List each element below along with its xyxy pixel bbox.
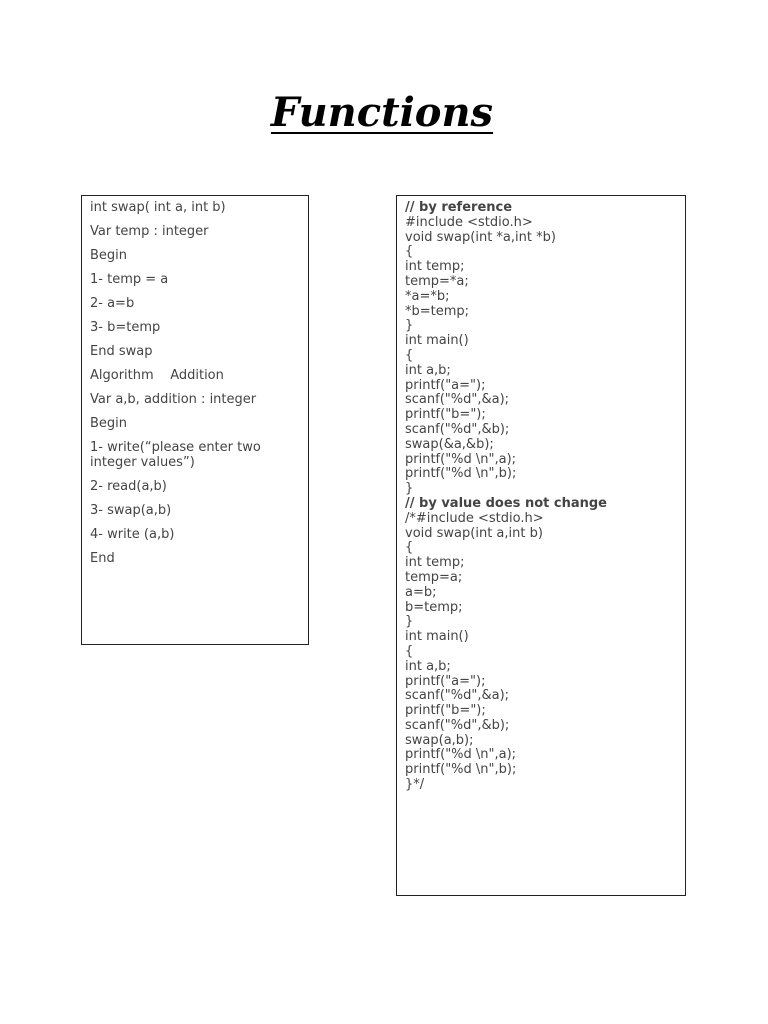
algorithm-line: Begin <box>90 247 128 263</box>
algorithm-line: 3- b=temp <box>90 319 161 335</box>
code-line: swap(&a,&b); <box>405 436 494 452</box>
code-line: swap(a,b); <box>405 732 474 748</box>
code-line: } <box>405 614 414 630</box>
code-line: { <box>405 540 414 556</box>
code-line: int temp; <box>405 555 465 571</box>
code-line: int a,b; <box>405 658 451 674</box>
code-line: scanf("%d",&b); <box>405 717 510 733</box>
algorithm-line: End swap <box>90 343 153 359</box>
code-line: b=temp; <box>405 599 463 615</box>
code-line: } <box>405 481 414 497</box>
code-line: scanf("%d",&a); <box>405 392 510 408</box>
code-line: temp=a; <box>405 569 463 585</box>
code-line: }*/ <box>405 777 425 793</box>
code-line: #include <stdio.h> <box>405 214 533 230</box>
code-line: printf("b="); <box>405 407 486 423</box>
code-line: { <box>405 643 414 659</box>
code-line: printf("a="); <box>405 673 486 689</box>
code-line: void swap(int a,int b) <box>405 525 543 541</box>
page-title-text: Functions <box>270 89 494 136</box>
algorithm-line: 2- read(a,b) <box>90 478 167 494</box>
code-line: printf("%d \n",a); <box>405 747 517 763</box>
code-line: temp=*a; <box>405 273 469 289</box>
code-line: { <box>405 244 414 260</box>
code-line: *b=temp; <box>405 303 470 319</box>
code-line: scanf("%d",&a); <box>405 688 510 704</box>
code-line: printf("b="); <box>405 703 486 719</box>
algorithm-line: 1- write(“please enter two integer values”) <box>90 439 265 470</box>
code-comment-heading: // by reference <box>405 200 513 215</box>
code-line: a=b; <box>405 584 437 600</box>
code-line: int a,b; <box>405 362 451 378</box>
algorithm-line: 1- temp = a <box>90 271 169 287</box>
algorithm-line: 3- swap(a,b) <box>90 502 172 518</box>
algorithm-line: Begin <box>90 415 128 431</box>
algorithm-line: Var a,b, addition : integer <box>90 391 257 407</box>
code-line: scanf("%d",&b); <box>405 421 510 437</box>
code-line: int main() <box>405 333 469 349</box>
code-line: printf("%d \n",a); <box>405 451 517 467</box>
algorithm-line: End <box>90 550 115 566</box>
code-line: /*#include <stdio.h> <box>405 510 544 526</box>
algorithm-line: 2- a=b <box>90 295 135 311</box>
code-line: printf("a="); <box>405 377 486 393</box>
code-line: { <box>405 347 414 363</box>
code-line: printf("%d \n",b); <box>405 762 517 778</box>
algorithm-line: Algorithm Addition <box>90 367 224 383</box>
algorithm-line: int swap( int a, int b) <box>90 200 226 215</box>
algorithm-line: Var temp : integer <box>90 223 209 239</box>
code-line: } <box>405 318 414 334</box>
algorithm-line: 4- write (a,b) <box>90 526 175 542</box>
code-comment-heading: // by value does not change <box>405 495 607 511</box>
code-line: void swap(int *a,int *b) <box>405 229 556 245</box>
code-line: printf("%d \n",b); <box>405 466 517 482</box>
code-line: *a=*b; <box>405 288 450 304</box>
algorithm-box <box>81 195 309 645</box>
code-line: int main() <box>405 629 469 645</box>
page-title <box>0 86 764 140</box>
code-line: int temp; <box>405 259 465 275</box>
code-box <box>396 195 686 896</box>
